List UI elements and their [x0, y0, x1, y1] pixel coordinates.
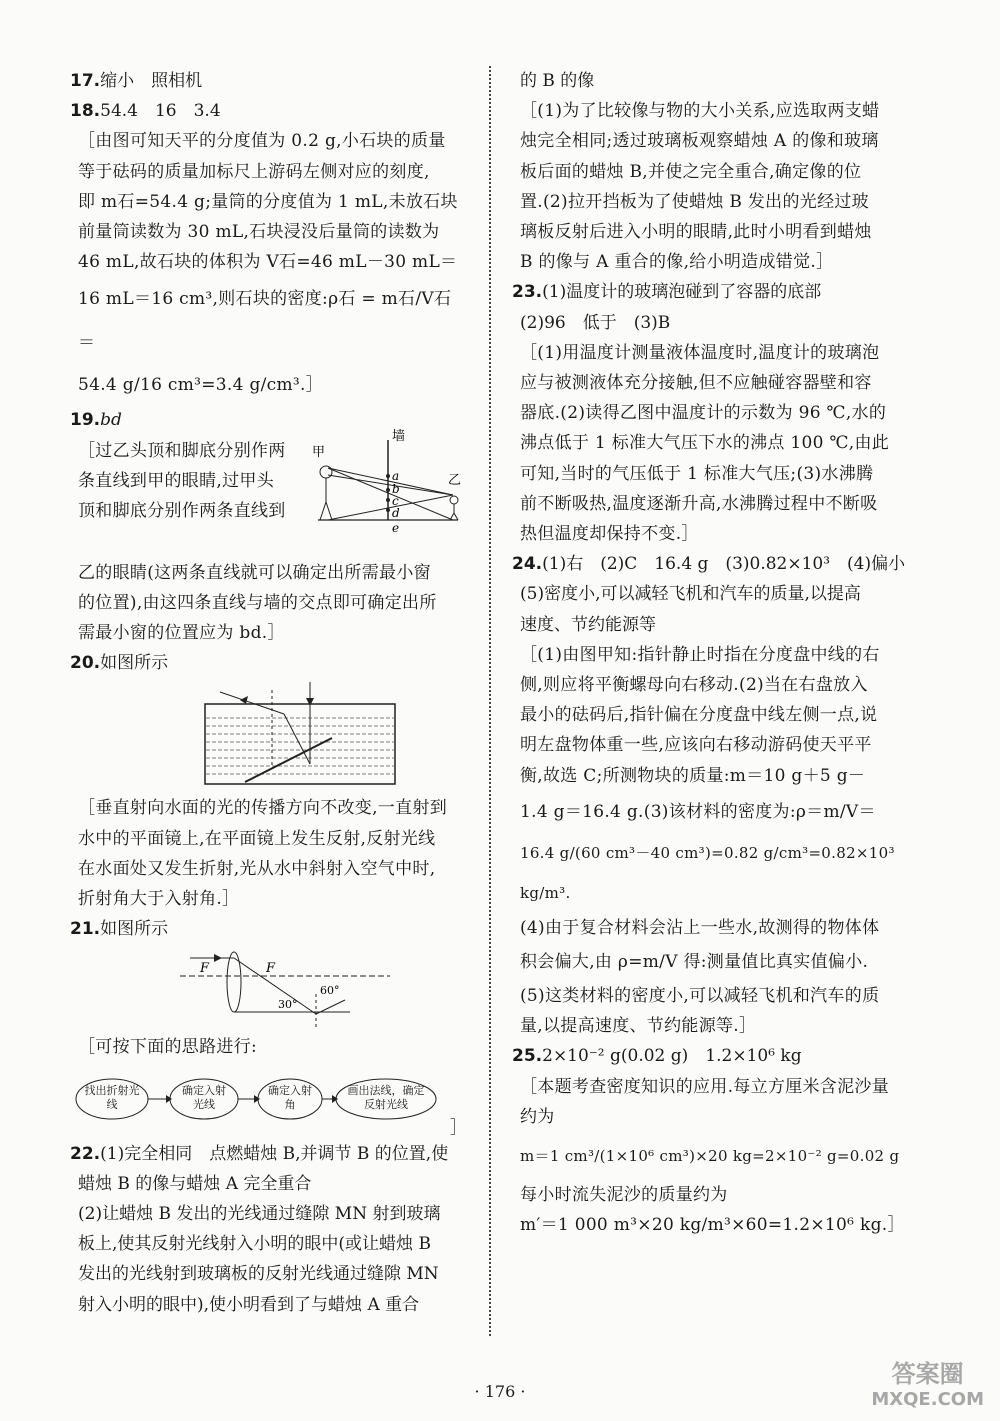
answer-line: 速度、节约能源等 [520, 614, 656, 635]
explanation-line: ［(1)为了比较像与物的大小关系,应选取两支蜡 [520, 101, 880, 122]
answer-24: 24.(1)右 (2)C 16.4 g (3)0.82×10³ (4)偏小 [512, 554, 906, 575]
answer-line: (5)密度小,可以减轻飞机和汽车的质量,以提高 [520, 584, 861, 605]
explanation-line: 量,以提高速度、节约能源等.］ [520, 1016, 757, 1037]
explanation-line: 折射角大于入射角.］ [78, 889, 240, 910]
answer-20: 20.如图所示 [70, 653, 169, 674]
explanation-line: 即 m石=54.4 g;量筒的分度值为 1 mL,未放石块 [78, 191, 458, 212]
flow-step-1: 找出折射光线 [84, 1083, 140, 1111]
flowchart [70, 1063, 470, 1139]
explanation-line: ［本题考查密度知识的应用.每立方厘米含泥沙量 [520, 1076, 890, 1097]
explanation-line: 16 mL＝16 cm³,则石块的密度:ρ石 = m石/V石 ＝ [78, 289, 452, 354]
explanation-line: 可知,当时的气压低于 1 标准大气压;(3)水沸腾 [520, 463, 874, 484]
right-column [512, 66, 907, 1241]
explanation-line: 约为 [520, 1106, 555, 1127]
explanation-line: 54.4 g/16 cm³=3.4 g/cm³.］ [78, 375, 324, 396]
answer-line: 射入小明的眼中),使小明看到了与蜡烛 A 重合 [78, 1294, 420, 1315]
focus-label-left: F [200, 961, 210, 977]
flow-step-4: 画出法线，确定反射光线 [347, 1083, 425, 1111]
explanation-line: 等于砝码的质量加标尺上游码左侧对应的刻度, [78, 161, 430, 182]
explanation-line: 器底.(2)读得乙图中温度计的示数为 96 ℃,水的 [520, 403, 887, 424]
label-e: e [392, 520, 400, 535]
explanation-line: 热但温度却保持不变.］ [520, 524, 699, 545]
explanation-line: (4)由于复合材料会沾上一些水,故测得的物体体 [520, 917, 880, 938]
explanation-line: m′＝1 000 m³×20 kg/m³×60=1.2×10⁶ kg.］ [520, 1215, 905, 1236]
answer-25: 25.2×10⁻² g(0.02 g) 1.2×10⁶ kg [512, 1046, 802, 1067]
page-number: · 176 · [474, 1382, 526, 1401]
label-c: c [392, 493, 399, 508]
explanation-line: 璃板反射后进入小明的眼睛,此时小明看到蜡烛 [520, 222, 872, 243]
angle-30-label: 30° [278, 998, 298, 1012]
answer-18: 18.54.4 16 3.4 [70, 101, 221, 122]
explanation-line: 46 mL,故石块的体积为 V石=46 mL－30 mL＝ [78, 252, 458, 273]
explanation-line: 1.4 g＝16.4 g.(3)该材料的密度为:ρ＝m/V＝ [520, 801, 876, 822]
explanation-line: 衡,故选 C;所测物块的质量:m＝10 g＋5 g－ [520, 765, 866, 786]
window-sight-diagram [308, 420, 468, 560]
label-a: a [392, 468, 400, 483]
explanation-line: 应与被测液体充分接触,但不应触碰容器壁和容 [520, 373, 872, 394]
explanation-line: 最小的砝码后,指针偏在分度盘中线左侧一点,说 [520, 705, 878, 726]
explanation-line: 置.(2)拉开挡板为了使蜡烛 B 发出的光经过玻 [520, 191, 869, 212]
explanation-line: ［由图可知天平的分度值为 0.2 g,小石块的质量 [78, 131, 446, 152]
explanation-line: 需最小窗的位置应为 bd.］ [78, 623, 285, 644]
explanation-line: ［(1)由图甲知:指针静止时指在分度盘中线的右 [520, 644, 880, 665]
left-column [70, 66, 470, 1320]
answer-line: (2)96 低于 (3)B [520, 312, 671, 333]
explanation-line: 顶和脚底分别作两条直线到 [78, 501, 286, 522]
q19-block [70, 428, 470, 558]
focus-label-right: F [266, 961, 276, 977]
flow-step-3: 确定入射角 [268, 1083, 312, 1111]
label-b: b [392, 481, 400, 496]
explanation-line: 前量筒读数为 30 mL,石块浸没后量筒的读数为 [78, 222, 440, 243]
label-jia: 甲 [312, 444, 326, 460]
explanation-line: 条直线到甲的眼睛,过甲头 [78, 470, 275, 491]
explanation-line: 板后面的蜡烛 B,并使之完全重合,确定像的位 [520, 161, 862, 182]
answer-23: 23.(1)温度计的玻璃泡碰到了容器的底部 [512, 282, 822, 303]
angle-60-label: 60° [320, 984, 340, 998]
explanation-line: m＝1 cm³/(1×10⁶ cm³)×20 kg=2×10⁻² g=0.02 g [520, 1147, 900, 1166]
explanation-line: 积会偏大,由 ρ=m/V 得:测量值比真实值偏小. [520, 952, 869, 973]
answer-line: 的 B 的像 [520, 71, 595, 91]
label-yi: 乙 [448, 472, 462, 488]
column-divider [489, 66, 491, 1336]
explanation-line: 每小时流失泥沙的质量约为 [520, 1185, 728, 1206]
explanation-line: 沸点低于 1 标准大气压下水的沸点 100 ℃,由此 [520, 433, 890, 454]
label-wall: 墙 [392, 428, 406, 444]
explanation-line: 前不断吸热,温度逐渐升高,水沸腾过程中不断吸 [520, 493, 878, 514]
explanation-line: 烛完全相同;透过玻璃板观察蜡烛 A 的像和玻璃 [520, 131, 879, 152]
explanation-line: (5)这类材料的密度小,可以减轻飞机和汽车的质 [520, 986, 880, 1007]
explanation-line: 水中的平面镜上,在平面镜上发生反射,反射光线 [78, 828, 436, 849]
answer-22: 22.(1)完全相同 点燃蜡烛 B,并调节 B 的位置,使 [70, 1143, 449, 1164]
explanation-line: 16.4 g/(60 cm³－40 cm³)=0.82 g/cm³=0.82×10³ kg/m³. [520, 843, 895, 902]
explanation-line: 明左盘物体重一些,应该向右移动游码使天平平 [520, 735, 872, 756]
answer-line: 发出的光线射到玻璃板的反射光线通过缝隙 MN [78, 1264, 439, 1285]
answer-17: 17.缩小 照相机 [70, 71, 203, 91]
explanation-line: ［过乙头顶和脚底分别作两 [78, 440, 286, 461]
flow-step-2: 确定入射光线 [182, 1083, 226, 1111]
closing-bracket: ］ [450, 1117, 467, 1138]
explanation-line: 的位置),由这四条直线与墙的交点即可确定出所 [78, 592, 437, 613]
water-mirror-diagram [70, 678, 470, 793]
answer-line: 板上,使其反射光线射入小明的眼中(或让蜡烛 B [78, 1234, 431, 1255]
explanation-line: 在水面处又发生折射,光从水中斜射入空气中时, [78, 858, 436, 879]
explanation-line: ［垂直射向水面的光的传播方向不改变,一直射到 [78, 798, 448, 819]
watermark-logo: 答案圈 MXQE.COM [871, 1360, 984, 1410]
answer-line: 蜡烛 B 的像与蜡烛 A 完全重合 [78, 1173, 312, 1194]
lens-diagram [70, 944, 470, 1032]
answer-21: 21.如图所示 [70, 919, 169, 940]
explanation-line: 侧,则应将平衡螺母向右移动.(2)当在右盘放入 [520, 675, 868, 696]
answer-line: (2)让蜡烛 B 发出的光线通过缝隙 MN 射到玻璃 [78, 1204, 441, 1225]
explanation-line: ［可按下面的思路进行: [78, 1037, 258, 1058]
answer-19: 19.bd [70, 410, 122, 431]
explanation-line: 乙的眼睛(这两条直线就可以确定出所需最小窗 [78, 562, 431, 583]
explanation-line: ［(1)用温度计测量液体温度时,温度计的玻璃泡 [520, 342, 880, 363]
explanation-line: B 的像与 A 重合的像,给小明造成错觉.］ [520, 252, 834, 273]
label-d: d [392, 505, 400, 520]
